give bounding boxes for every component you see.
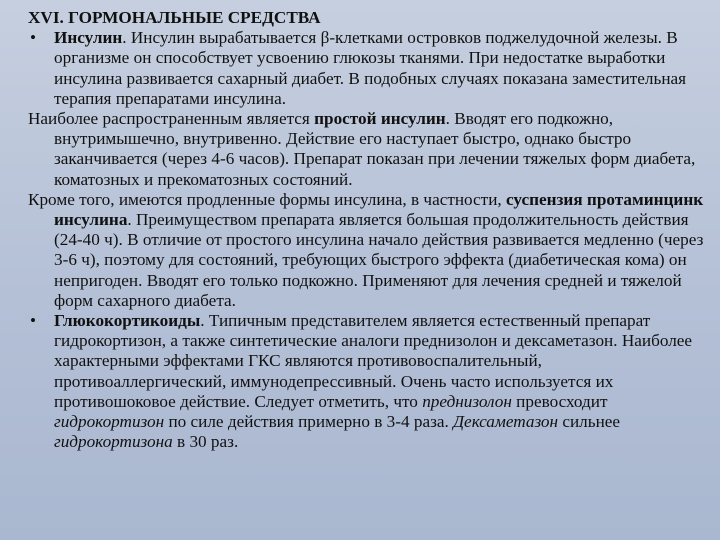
drug-dexamethasone: Дексаметазон	[453, 412, 559, 432]
prolonged-insulin-lead: Кроме того, имеются продленные формы инсулина, в частности,	[28, 189, 506, 209]
glucocorticoids-text-4: сильнее	[558, 412, 621, 432]
term-glucocorticoids: Глюкокортикоиды	[54, 311, 201, 331]
term-insulin: Инсулин	[54, 28, 123, 48]
paragraph-simple-insulin	[28, 109, 706, 190]
bullet-glucocorticoids	[28, 311, 706, 452]
bullet-insulin	[28, 28, 706, 109]
bullet-icon: •	[30, 311, 37, 331]
simple-insulin-text: . Вводят его подкожно, внутримышечно, внутривенно. Действие его наступает быстро, однако быстро заканчивается (через 4-6 часов). Препарат показан при лечении тяжелых форм диабета, коматозных и прекоматозных состояний.	[54, 109, 696, 189]
insulin-text: . Инсулин вырабатывается β-клетками островков поджелудочной железы. В организме он способствует усвоению глюкозы тканями. При недостатке выработки инсулина развивается сахарный диабет. В подобных случаях показана заместительная терапия препаратами инсулина.	[54, 28, 687, 108]
bullet-icon: •	[30, 28, 37, 48]
glucocorticoids-text-5: в 30 раз.	[172, 432, 239, 452]
paragraph-prolonged-insulin	[28, 190, 706, 311]
drug-hydrocortisone: гидрокортизон	[54, 412, 165, 432]
drug-hydrocortisone-2: гидрокортизона	[54, 432, 173, 452]
term-simple-insulin: простой инсулин	[314, 109, 446, 129]
drug-prednisolone: преднизолон	[422, 391, 512, 411]
simple-insulin-lead: Наиболее распространенным является	[28, 109, 315, 129]
glucocorticoids-text-2: превосходит	[511, 391, 608, 411]
glucocorticoids-text: . Типичным представителем является естественный препарат гидрокортизон, а также синтетические аналоги преднизолон и дексаметазон. Наиболее характерными эффектами ГКС являются противовоспалительный, противоаллергический, иммунодепрессивный. Очень часто используется их противошоковое действие. Следует отметить, что	[54, 311, 693, 411]
slide-title: XVI. ГОРМОНАЛЬНЫЕ СРЕДСТВА	[28, 8, 321, 27]
glucocorticoids-text-3: по силе действия примерно в 3-4 раза.	[164, 412, 454, 432]
prolonged-insulin-text: . Преимуществом препарата является большая продолжительность действия (24-40 ч). В отличие от простого инсулина начало действия развивается медленно (через 3-6 ч), поэтому для состояний, требующих быстрого эффекта (диабетическая кома) он непригоден. Вводят его только подкожно. Применяют для лечения средней и тяжелой форм сахарного диабета.	[54, 210, 704, 310]
term-protamine-zinc-insulin: суспензия протаминцинк инсулина	[54, 189, 704, 230]
